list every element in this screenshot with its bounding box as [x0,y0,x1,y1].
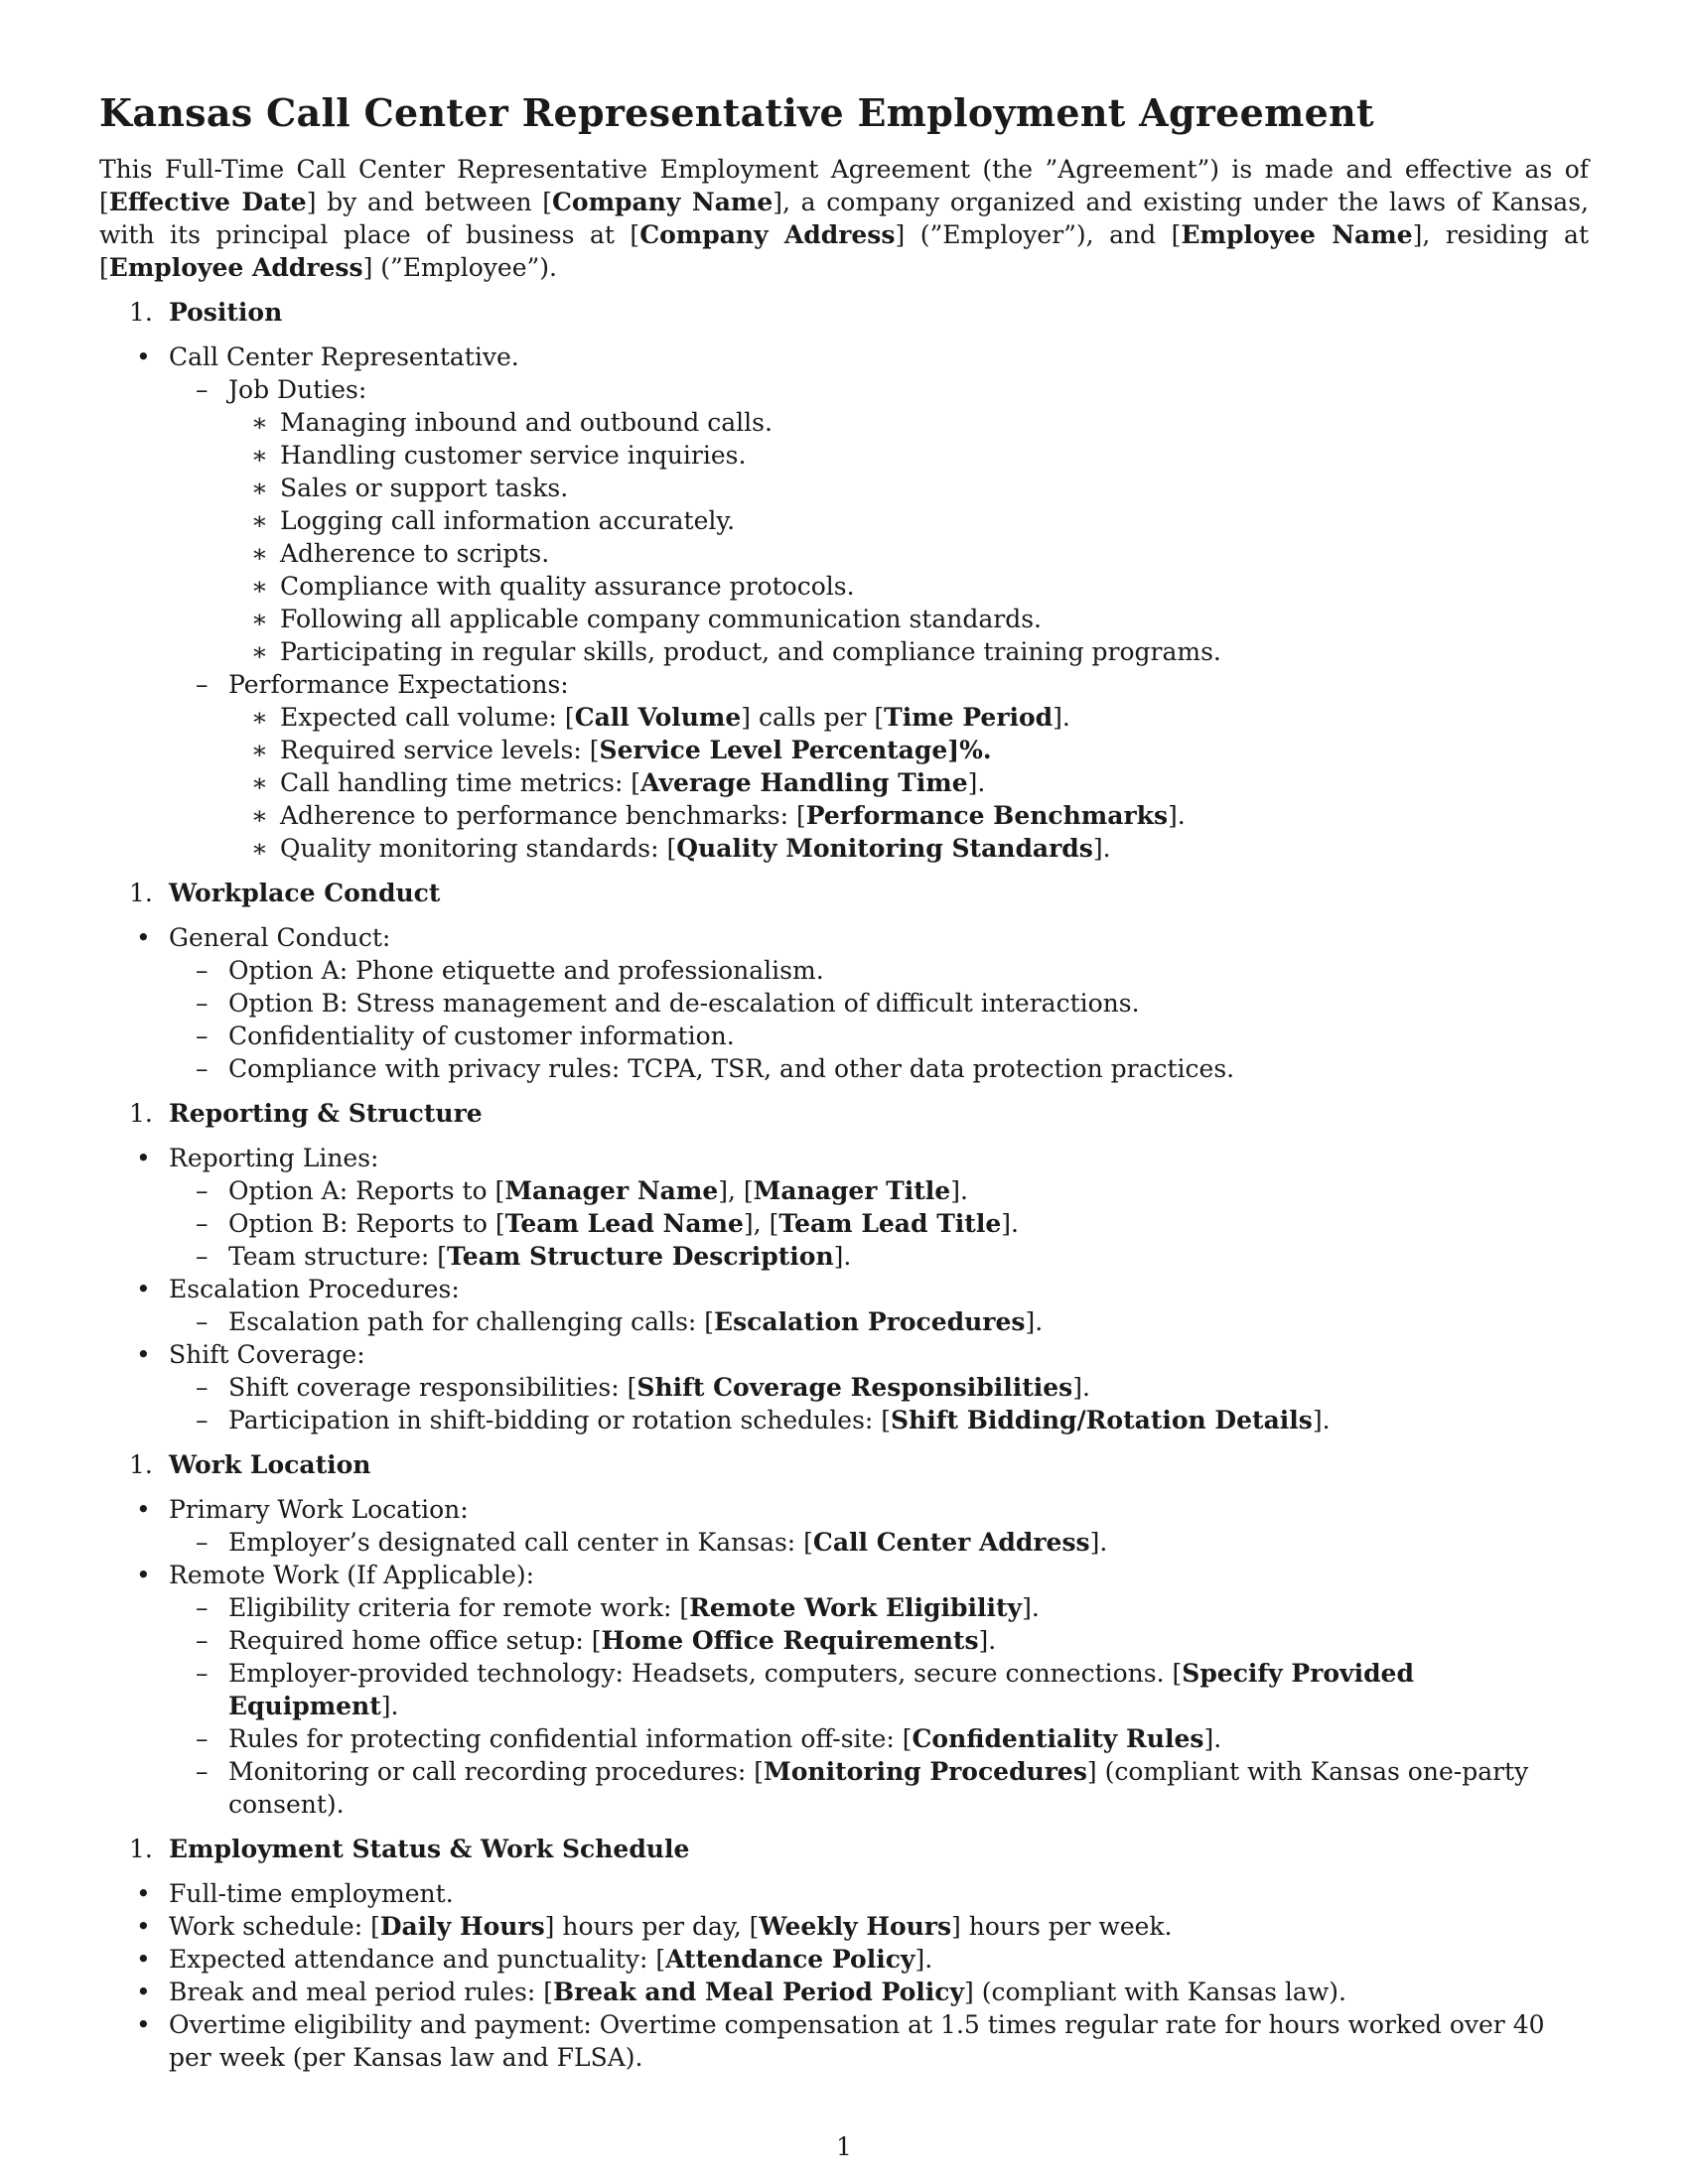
list-item: – Team structure: [Team Structure Description]. [99,1240,1589,1273]
section-heading-workplace-conduct: 1. Workplace Conduct [129,879,441,907]
section-heading-position: 1. Position [129,298,283,327]
list-item: ∗ Logging call information accurately. [99,504,1589,537]
section-heading-work-location: 1. Work Location [129,1450,371,1479]
list-item: – Shift coverage responsibilities: [Shift Coverage Responsibilities]. [99,1371,1589,1404]
list-item: ∗ Adherence to scripts. [99,537,1589,570]
conduct-list [99,921,1589,1085]
list-item: ∗ Participating in regular skills, product, and compliance training programs. [99,635,1589,668]
list-item: ∗ Required service levels: [Service Level Percentage]%. [99,734,1589,766]
document-title: Kansas Call Center Representative Employment Agreement [99,90,1374,135]
list-item: – Option B: Stress management and de-escalation of difficult interactions. [99,987,1589,1020]
list-item: • Call Center Representative. – Job Duties: ∗ Managing inbound and outbound calls. ∗ Handling customer service inquiries. ∗ Sales or support tasks. ∗ Logging call information accurately. ∗ Adherence to scripts. ∗ Compliance with quality assurance protocols. ∗ Following all applicable company communication standards. ∗ Participating in regular skills, product, and compliance training programs. – Performance Expectations: ∗ Expected call volume: [Call Volume] calls per [Time Period]. ∗ Required service levels: [Service Level Percentage]%. ∗ Call handling time metrics: [Average Handling Time]. ∗ Adherence to performance benchmarks: [Performance Benchmarks]. ∗ Quality monitoring standards: [Quality Monitoring Standards]. [99,341,1589,865]
list-item: • Primary Work Location: – Employer’s designated call center in Kansas: [Call Center Address]. [99,1493,1589,1559]
list-item: – Confidentiality of customer information. [99,1020,1589,1052]
list-item: • Remote Work (If Applicable): – Eligibility criteria for remote work: [Remote Work Eligibility]. – Required home office setup: [Home Office Requirements]. – Employer-provided technology: Headsets, computers, secure connections. [Specify Provided Equipment]. – Rules for protecting confidential information off-site: [Confidentiality Rules]. – Monitoring or call recording procedures: [Monitoring Procedures] (compliant with Kansas one-party consent). [99,1559,1589,1821]
list-item: – Option A: Reports to [Manager Name], [Manager Title]. [99,1174,1589,1207]
location-list [99,1493,1589,1821]
list-item: – Employer-provided technology: Headsets, computers, secure connections. [Specify Provided Equipment]. [99,1657,1589,1722]
list-item: ∗ Managing inbound and outbound calls. [99,406,1589,439]
list-item: – Job Duties: ∗ Managing inbound and outbound calls. ∗ Handling customer service inquiries. ∗ Sales or support tasks. ∗ Logging call information accurately. ∗ Adherence to scripts. ∗ Compliance with quality assurance protocols. ∗ Following all applicable company communication standards. ∗ Participating in regular skills, product, and compliance training programs. [99,373,1589,668]
reporting-list [99,1142,1589,1436]
list-item: – Employer’s designated call center in Kansas: [Call Center Address]. [99,1526,1589,1559]
list-item: ∗ Following all applicable company communication standards. [99,603,1589,635]
list-item: • Work schedule: [Daily Hours] hours per day, [Weekly Hours] hours per week. [99,1910,1589,1943]
page-number: 1 [836,2132,852,2161]
list-item: ∗ Sales or support tasks. [99,472,1589,504]
list-item: ∗ Handling customer service inquiries. [99,439,1589,472]
list-item: – Monitoring or call recording procedures: [Monitoring Procedures] (compliant with Kansas one-party consent). [99,1755,1589,1821]
list-item: – Performance Expectations: ∗ Expected call volume: [Call Volume] calls per [Time Period]. ∗ Required service levels: [Service Level Percentage]%. ∗ Call handling time metrics: [Average Handling Time]. ∗ Adherence to performance benchmarks: [Performance Benchmarks]. ∗ Quality monitoring standards: [Quality Monitoring Standards]. [99,668,1589,865]
list-item: • Reporting Lines: – Option A: Reports to [Manager Name], [Manager Title]. – Option B: Reports to [Team Lead Name], [Team Lead Title]. – Team structure: [Team Structure Description]. [99,1142,1589,1273]
list-item: • Overtime eligibility and payment: Overtime compensation at 1.5 times regular rate for hours worked over 40 per week (per Kansas law and FLSA). [99,2008,1589,2074]
list-item: • Full-time employment. [99,1877,1589,1910]
list-item: – Option A: Phone etiquette and professionalism. [99,954,1589,987]
list-item: • Shift Coverage: – Shift coverage responsibilities: [Shift Coverage Responsibilities]. – Participation in shift-bidding or rotation schedules: [Shift Bidding/Rotation Details]. [99,1338,1589,1436]
list-item: • General Conduct: – Option A: Phone etiquette and professionalism. – Option B: Stress management and de-escalation of difficult interactions. – Confidentiality of customer information. – Compliance with privacy rules: TCPA, TSR, and other data protection practices. [99,921,1589,1085]
list-item: – Required home office setup: [Home Office Requirements]. [99,1624,1589,1657]
list-item: ∗ Compliance with quality assurance protocols. [99,570,1589,603]
section-heading-reporting-structure: 1. Reporting & Structure [129,1099,483,1128]
document-page [99,87,1589,2074]
intro-paragraph: This Full-Time Call Center Representative Employment Agreement (the ”Agreement”) is made and effective as of [Effective Date] by and between [Company Name], a company organized and existing under the laws of Kansas, with its principal place of business at [Company Address] (”Employer”), and [Employee Name], residing at [Employee Address] (”Employee”). [99,155,1589,282]
list-item: – Rules for protecting confidential information off-site: [Confidentiality Rules]. [99,1722,1589,1755]
list-item: ∗ Quality monitoring standards: [Quality Monitoring Standards]. [99,832,1589,865]
list-item: ∗ Call handling time metrics: [Average Handling Time]. [99,766,1589,799]
list-item: ∗ Expected call volume: [Call Volume] calls per [Time Period]. [99,701,1589,734]
position-list [99,341,1589,865]
list-item: – Participation in shift-bidding or rotation schedules: [Shift Bidding/Rotation Details]. [99,1404,1589,1436]
list-item: – Escalation path for challenging calls: [Escalation Procedures]. [99,1305,1589,1338]
list-item: – Eligibility criteria for remote work: [Remote Work Eligibility]. [99,1591,1589,1624]
list-item: ∗ Adherence to performance benchmarks: [Performance Benchmarks]. [99,799,1589,832]
list-item: – Option B: Reports to [Team Lead Name], [Team Lead Title]. [99,1207,1589,1240]
list-item: • Break and meal period rules: [Break and Meal Period Policy] (compliant with Kansas law). [99,1976,1589,2008]
list-item: • Escalation Procedures: – Escalation path for challenging calls: [Escalation Procedures]. [99,1273,1589,1338]
employment-status-list [99,1877,1589,2074]
section-heading-employment-status: 1. Employment Status & Work Schedule [129,1835,690,1863]
list-item: – Compliance with privacy rules: TCPA, TSR, and other data protection practices. [99,1052,1589,1085]
list-item: • Expected attendance and punctuality: [Attendance Policy]. [99,1943,1589,1976]
